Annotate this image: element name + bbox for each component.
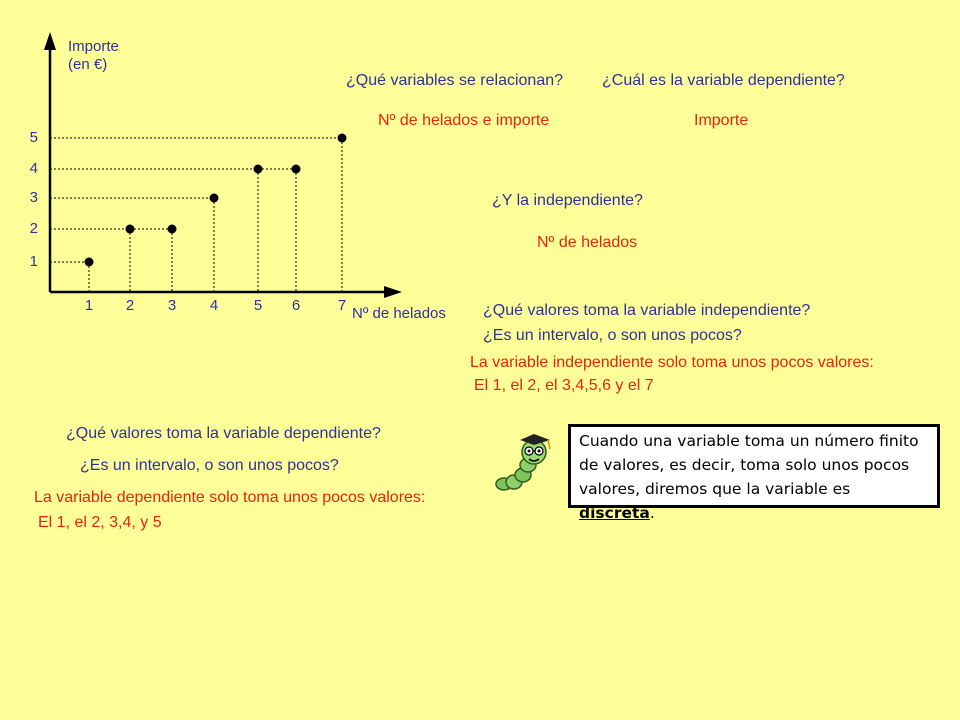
question-related-variables: ¿Qué variables se relacionan? [346, 72, 564, 89]
question-independent-values: ¿Qué valores toma la variable independiente? [483, 302, 811, 319]
y-tick-label: 3 [29, 189, 38, 206]
x-tick-label: 5 [253, 297, 263, 314]
guide-lines [50, 138, 342, 292]
answer-independent-values-line1: La variable independiente solo toma unos pocos valores: [470, 354, 874, 371]
question-dependent-interval: ¿Es un intervalo, o son unos pocos? [80, 457, 339, 474]
y-tick-label: 4 [29, 160, 38, 177]
question-dependent-values: ¿Qué valores toma la variable dependiente? [66, 425, 381, 442]
y-tick-label: 5 [29, 129, 38, 146]
x-axis-arrow [384, 286, 402, 298]
definition-line3-suffix: . [649, 504, 655, 522]
definition-keyword: discreta [579, 504, 650, 522]
x-tick-labels [85, 297, 346, 314]
x-tick-label: 1 [84, 297, 94, 314]
x-tick-label: 3 [167, 297, 177, 314]
answer-independent-values-line2: El 1, el 2, el 3,4,5,6 y el 7 [474, 377, 654, 394]
x-tick-label: 6 [291, 297, 301, 314]
data-point [338, 134, 347, 143]
definition-line2: de valores, es decir, toma solo unos pocos [579, 456, 910, 474]
scatter-chart [0, 0, 470, 330]
question-independent-interval: ¿Es un intervalo, o son unos pocos? [483, 327, 742, 344]
definition-line1: Cuando una variable toma un número finito [579, 432, 919, 450]
answer-related-variables: Nº de helados e importe [378, 112, 550, 129]
answer-independent-variable: Nº de helados [537, 234, 638, 251]
question-dependent-variable: ¿Cuál es la variable dependiente? [602, 72, 845, 89]
x-tick-label: 2 [125, 297, 135, 314]
answer-dependent-values-line1: La variable dependiente solo toma unos pocos valores: [34, 489, 426, 506]
definition-line3 [579, 477, 929, 525]
x-tick-label: 7 [337, 297, 347, 314]
definition-box [568, 424, 940, 522]
y-axis-arrow [44, 32, 56, 50]
data-points [85, 134, 347, 267]
y-tick-label: 2 [29, 220, 38, 237]
definition-line3-prefix: valores, diremos que la variable es [579, 480, 851, 498]
data-point [85, 258, 94, 267]
data-point [126, 225, 135, 234]
data-point [254, 165, 263, 174]
answer-dependent-values-line2: El 1, el 2, 3,4, y 5 [38, 514, 162, 531]
question-independent-variable: ¿Y la independiente? [492, 192, 643, 209]
data-point [168, 225, 177, 234]
x-tick-label: 4 [209, 297, 219, 314]
y-tick-label: 1 [29, 253, 38, 270]
y-axis-label-line1: Importe [68, 38, 119, 55]
data-point [210, 194, 219, 203]
y-tick-labels [30, 129, 38, 270]
x-axis-label: Nº de helados [352, 305, 446, 322]
data-point [292, 165, 301, 174]
worm-mascot-icon [490, 432, 564, 496]
y-axis-label-line2: (en €) [68, 56, 108, 73]
answer-dependent-variable: Importe [694, 112, 749, 129]
